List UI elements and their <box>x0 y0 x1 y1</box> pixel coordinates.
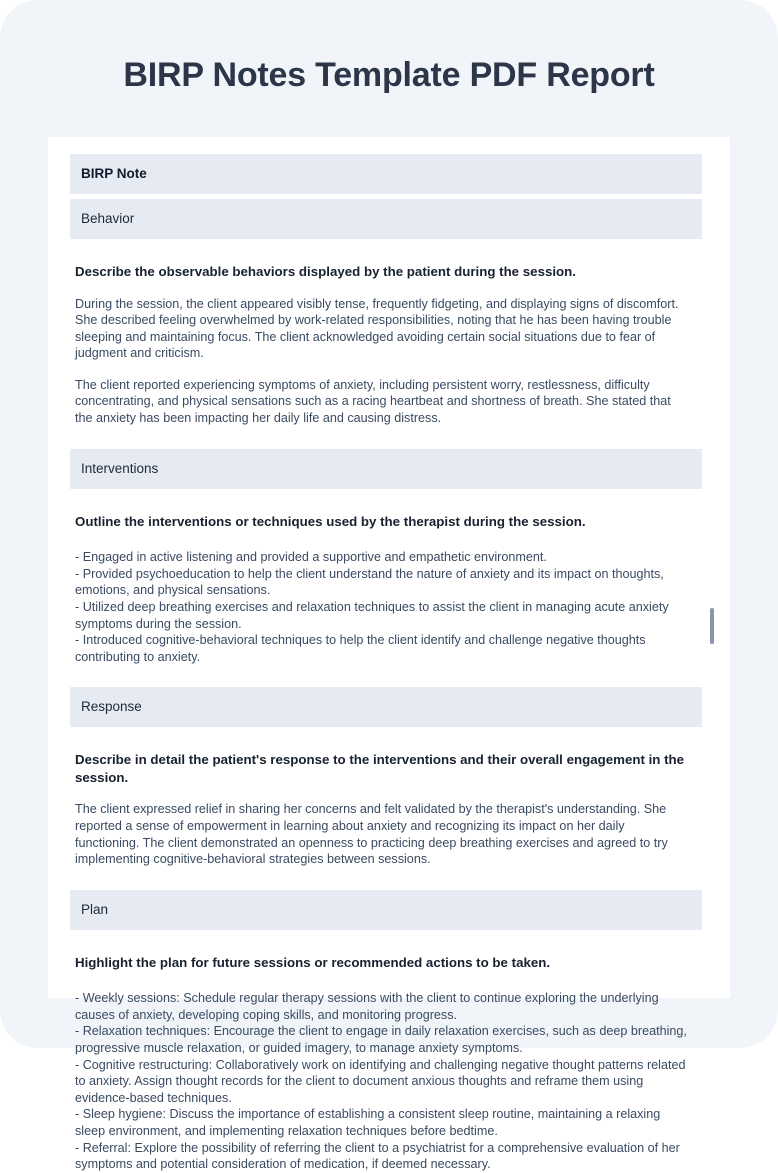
section-response <box>70 687 702 867</box>
list-item: - Referral: Explore the possibility of referring the client to a psychiatrist for a comprehensive evaluation of her symptoms and potential consideration of medication, if deemed necessary. <box>75 1140 680 1172</box>
section-prompt-plan: Highlight the plan for future sessions or recommended actions to be taken. <box>75 954 551 970</box>
list-item: - Introduced cognitive-behavioral techniques to help the client identify and challenge negative thoughts contributing to anxiety. <box>75 633 646 664</box>
section-list-plan <box>75 990 687 1173</box>
list-item: - Provided psychoeducation to help the client understand the nature of anxiety and its impact on thoughts, emotions, and physical sensations. <box>75 566 664 598</box>
list-item: - Sleep hygiene: Discuss the importance of establishing a consistent sleep routine, maintaining a relaxing sleep environment, and implementing relaxation techniques before bedtime. <box>75 1107 661 1138</box>
list-item: - Weekly sessions: Schedule regular therapy sessions with the client to continue exploring the underlying causes of anxiety, developing coping skills, and monitoring progress. <box>75 991 659 1022</box>
section-paragraph: The client expressed relief in sharing her concerns and felt validated by the therapist's understanding. She reported a sense of empowerment in learning about anxiety and recognizing its impact on her daily functioning. The client demonstrated an openness to practicing deep breathing exercises and agreed to try implementing cognitive-behavioral strategies between sessions. <box>75 802 668 867</box>
section-paragraph: During the session, the client appeared visibly tense, frequently fidgeting, and displaying signs of discomfort. She described feeling overwhelmed by work-related responsibilities, noting that he has been having trouble sleeping and maintaining focus. The client acknowledged avoiding certain social situations due to fear of judgment and criticism. <box>75 296 679 361</box>
section-prompt-interventions: Outline the interventions or techniques used by the therapist during the session. <box>75 513 586 529</box>
list-item: - Cognitive restructuring: Collaboratively work on identifying and challenging negative thought patterns related to anxiety. Assign thought records for the client to document anxious thoughts and reframe them using evidence-based techniques. <box>75 1057 686 1105</box>
page-title: BIRP Notes Template PDF Report <box>123 56 655 94</box>
scrollbar-thumb[interactable] <box>710 608 714 644</box>
list-item: - Utilized deep breathing exercises and relaxation techniques to assist the client in managing acute anxiety symptoms during the session. <box>75 599 669 631</box>
section-behavior <box>70 199 702 427</box>
section-plan <box>70 890 702 1173</box>
section-prompt-behavior: Describe the observable behaviors displayed by the patient during the session. <box>75 264 576 279</box>
section-prompt-response: Describe in detail the patient's response to the interventions and their overall engagement in the session. <box>75 752 685 785</box>
section-label-plan: Plan <box>70 890 702 930</box>
list-item: - Engaged in active listening and provided a supportive and empathetic environment. <box>75 550 547 565</box>
document-body <box>70 154 702 1173</box>
section-label-response: Response <box>70 687 702 727</box>
section-label-behavior: Behavior <box>70 199 702 239</box>
vertical-scrollbar[interactable] <box>708 600 715 658</box>
section-paragraph: The client reported experiencing symptoms of anxiety, including persistent worry, restlessness, difficulty concentrating, and physical sensations such as a racing heartbeat and shortness of breath. She stated that the anxiety has been impacting her daily life and causing distress. <box>75 377 671 426</box>
document-card <box>48 137 730 1172</box>
section-interventions <box>70 449 702 666</box>
list-item: - Relaxation techniques: Encourage the client to engage in daily relaxation exercises, such as deep breathing, progressive muscle relaxation, or guided imagery, to manage anxiety symptoms. <box>75 1024 687 1055</box>
note-header-bar: BIRP Note <box>70 154 702 194</box>
section-label-interventions: Interventions <box>70 449 702 489</box>
section-list-interventions <box>75 549 687 665</box>
